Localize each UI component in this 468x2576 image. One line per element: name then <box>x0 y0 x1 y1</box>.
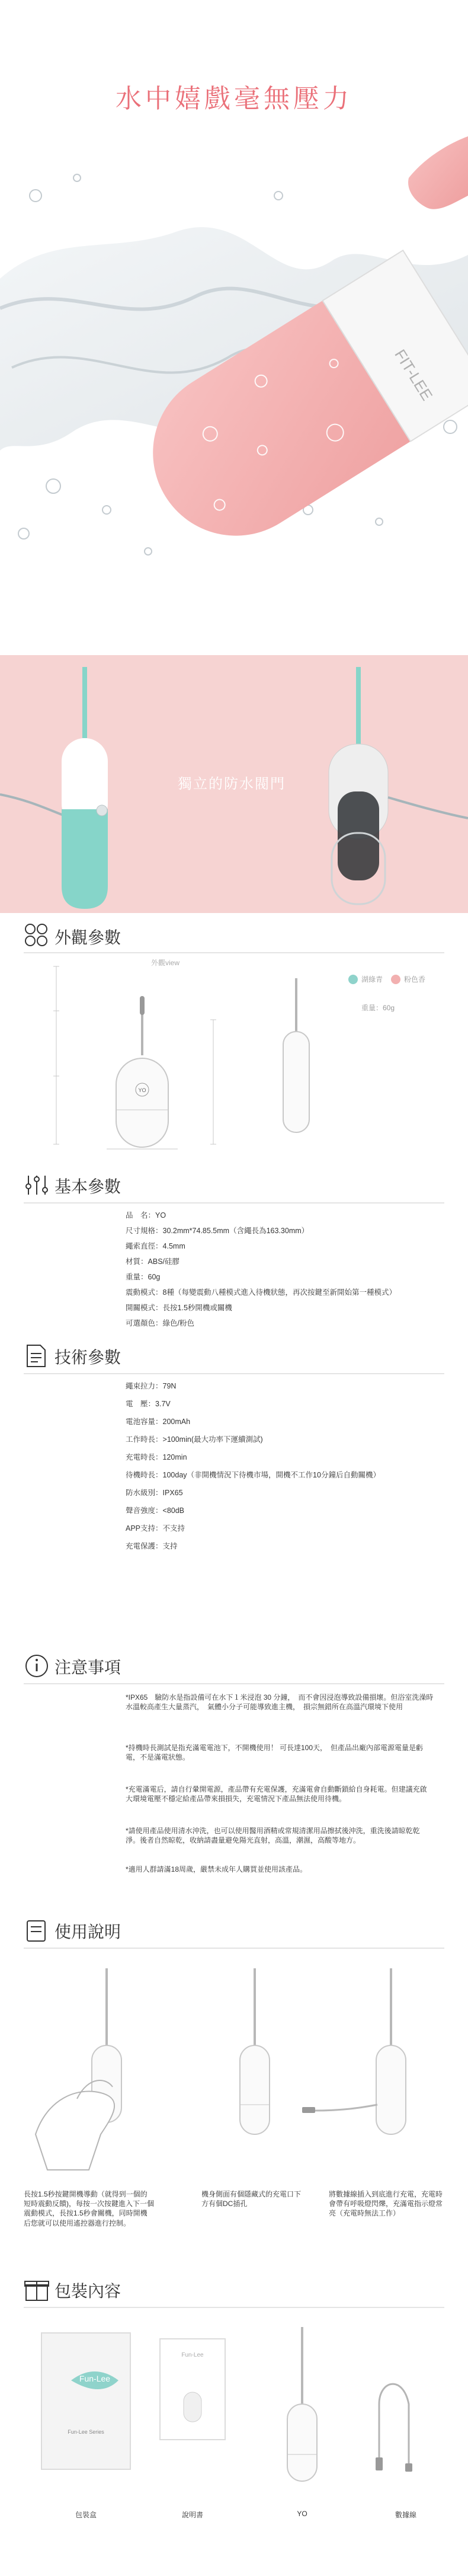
sliders-icon <box>24 1172 50 1198</box>
usage-illustrations <box>24 1956 444 2182</box>
box-logo-text: Fun-Lee <box>79 2374 111 2383</box>
param-value: 30.2mm*74.85.5mm（含繩長為163.30mm） <box>162 1227 309 1235</box>
param-label: 防水級別 <box>126 1489 156 1497</box>
hero-title: 水中嬉戲毫無壓力 <box>116 84 352 113</box>
param-value: 200mAh <box>162 1418 191 1426</box>
param-row: 繩索直徑：4.5mm <box>126 1242 185 1250</box>
param-label: 可選顏色 <box>126 1319 156 1327</box>
basic-title: 基本參數 <box>55 1177 121 1196</box>
param-row: 待機時長：100day（非開機情況下待機市場，開機不工作10分鐘后自動關機） <box>126 1471 380 1479</box>
four-circles-icon <box>24 922 50 949</box>
tech-title: 技術參數 <box>55 1348 121 1367</box>
usage-divider <box>24 1948 444 1949</box>
usage-caption: 機身側面有個隱藏式的充電口下方有個DC插孔 <box>201 2190 302 2208</box>
param-row: 品 名：YO <box>126 1211 166 1220</box>
param-label: 電 壓 <box>126 1400 148 1408</box>
param-label: 尺寸規格 <box>126 1227 156 1235</box>
param-label: 聲音強度 <box>126 1506 156 1515</box>
color-label-pink: 粉色香 <box>404 975 426 984</box>
param-row: 充電保護：支持 <box>126 1542 178 1550</box>
tech-params-list <box>126 1380 380 1558</box>
note-item: *請使用產品使用清水沖洗，也可以使用醫用酒精或常規清潔用品擦拭後沖洗，重洗後請晾乾乾淨。後者自然晾乾，收納請盡量避免陽光直射，高溫，潮濕，高酸等地方。 <box>126 1827 420 1845</box>
package-label: 包裝盒 <box>75 2511 97 2519</box>
param-label: 材質 <box>126 1257 141 1266</box>
manual-text: Fun-Lee <box>181 2352 204 2358</box>
param-row: 尺寸規格：30.2mm*74.85.5mm（含繩長為163.30mm） <box>126 1227 309 1235</box>
hero-product-text: FIT-LEE <box>391 346 437 404</box>
basic-divider <box>24 1202 444 1204</box>
appearance-divider <box>24 952 444 953</box>
gift-box-icon <box>24 2277 50 2303</box>
param-value: 3.7V <box>155 1400 171 1408</box>
hero-section <box>0 0 468 655</box>
param-label: 電池容量 <box>126 1418 156 1426</box>
package-label: YO <box>297 2510 307 2518</box>
param-value: ABS/硅膠 <box>148 1257 180 1266</box>
param-value: 支持 <box>162 1542 178 1550</box>
param-row: 震動模式：8種（每變震動八種模式進入待機狀態，再次按鍵至新開始第一種模式） <box>126 1288 396 1297</box>
param-value: <80dB <box>162 1506 185 1515</box>
param-value: 4.5mm <box>162 1242 185 1250</box>
note-item: *IPX65 驗防水是指設備可在水下１米浸泡 30 分鐘， 而不會因浸泡導致設備損壞。但浴室洗澡時水溫較高產生大量蒸汽， 氣體小分子可能導致進主機， 損宗無錯所在高溫汽環境下使用 <box>126 1693 434 1712</box>
param-value: 長按1.5秒開機或關機 <box>162 1304 232 1312</box>
basic-params-list <box>126 1209 396 1333</box>
param-value: YO <box>155 1211 166 1220</box>
param-label: APP支持 <box>126 1524 156 1533</box>
param-row: 材質：ABS/硅膠 <box>126 1257 180 1266</box>
param-label: 待機時長 <box>126 1471 156 1479</box>
package-label: 說明書 <box>181 2511 203 2519</box>
color-swatch-mint <box>348 975 358 984</box>
package-title: 包裝內容 <box>55 2282 121 2300</box>
appearance-subtitle: 外觀view <box>151 959 180 967</box>
param-label: 充電時長 <box>126 1453 156 1461</box>
tablet-icon <box>24 1917 50 1943</box>
param-value: >100min(最大功率下運續測試) <box>162 1435 263 1444</box>
param-row: 防水級別：IPX65 <box>126 1489 183 1497</box>
button-mark: YO <box>138 1087 146 1093</box>
param-label: 重量 <box>126 1273 141 1281</box>
param-row: 開關模式：長按1.5秒開機或關機 <box>126 1304 232 1312</box>
param-value: 8種（每變震動八種模式進入待機狀態，再次按鍵至新開始第一種模式） <box>162 1288 396 1297</box>
appearance-diagram <box>36 960 338 1156</box>
tech-divider <box>24 1373 444 1374</box>
param-value: 60g <box>148 1273 161 1281</box>
note-item: *持機時長測試是指充滿電電池下，不開機使用！ 可長達100天， 但產品出廠內部電源電量是虧電，不是滿電狀態。 <box>126 1744 424 1762</box>
param-label: 繩束拉力 <box>126 1382 156 1390</box>
param-value: 120min <box>162 1453 187 1461</box>
color-swatch-pink <box>391 975 400 984</box>
param-row: 電 壓：3.7V <box>126 1400 171 1408</box>
document-icon <box>24 1343 50 1369</box>
box-series-text: Fun-Lee Series <box>68 2429 104 2435</box>
param-value: 79N <box>162 1382 177 1390</box>
param-row: 充電時長：120min <box>126 1453 187 1461</box>
usage-title: 使用說明 <box>55 1923 121 1941</box>
appearance-title: 外觀參數 <box>55 928 121 947</box>
param-row: 工作時長：>100min(最大功率下運續測試) <box>126 1435 263 1444</box>
param-label: 充電保護 <box>126 1542 156 1550</box>
param-row: 可選顏色：綠色/粉色 <box>126 1319 195 1327</box>
param-value: 不支持 <box>162 1524 185 1533</box>
note-item: *適用人群請滿18周歲，嚴禁未成年人購買並使用該產品。 <box>126 1865 307 1873</box>
param-label: 工作時長 <box>126 1435 156 1444</box>
param-row: 重量：60g <box>126 1273 161 1281</box>
notes-divider <box>24 1683 444 1684</box>
param-row: 繩束拉力：79N <box>126 1382 177 1390</box>
param-label: 繩索直徑 <box>126 1242 156 1250</box>
info-icon <box>24 1653 50 1679</box>
weight-label: 重量：60g <box>361 1004 395 1012</box>
usage-caption: 長按1.5秒按鍵開機導動（就得到一個的短時震動反饋)，每按一次按鍵進入下一個震動模式，長按1.5秒會關機，同時開機后您就可以使用遙控器進行控制。 <box>24 2190 154 2227</box>
package-label: 數據線 <box>395 2511 416 2519</box>
param-value: 綠色/粉色 <box>162 1319 195 1327</box>
param-row: APP支持：不支持 <box>126 1524 185 1533</box>
note-item: *充電滿電后，請自行暈開電源，產品帶有充電保護，充滿電會自動斷鎖給自身耗電。但建議充啟大環境電壓不穩定給產品帶來損損失，充電情況下產品無法使用待機。 <box>126 1785 427 1803</box>
waterproof-label: 獨立的防水閥門 <box>178 776 286 792</box>
param-label: 開關模式 <box>126 1304 156 1312</box>
param-label: 品 名 <box>126 1211 148 1220</box>
package-divider <box>24 2307 444 2308</box>
usage-caption: 將數據線插入到底進行充電，充電時會帶有呼吸燈閃爍，充滿電指示燈常亮（充電時無法工作） <box>329 2190 443 2218</box>
color-label-mint: 湖綠青 <box>361 975 383 984</box>
param-label: 震動模式 <box>126 1288 156 1297</box>
param-row: 聲音強度：<80dB <box>126 1506 185 1515</box>
param-value: 100day（非開機情況下待機市場，開機不工作10分鐘后自動關機） <box>162 1471 380 1479</box>
param-row: 電池容量：200mAh <box>126 1418 191 1426</box>
package-illustrations <box>24 2315 450 2499</box>
notes-title: 注意事項 <box>55 1658 121 1677</box>
param-value: IPX65 <box>162 1489 183 1497</box>
